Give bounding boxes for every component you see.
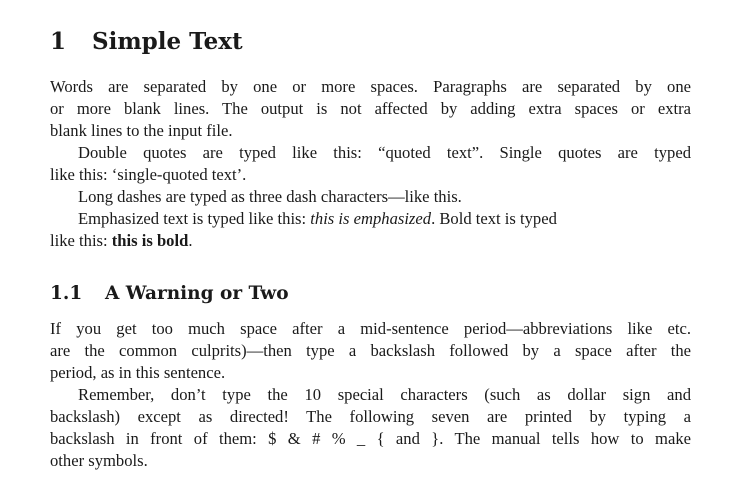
subsection-title: A Warning or Two (105, 283, 289, 304)
text-line: Long dashes are typed as three dash characters—like this. (78, 187, 462, 206)
text-line: If you get too much space after a mid-sentence period—abbreviations like etc. (50, 319, 691, 338)
text-line: period, as in this sentence. (50, 363, 226, 382)
text-line: backslash in front of them: $ & # % _ { and }. The manual tells how to make (50, 429, 691, 448)
text-line (50, 230, 691, 252)
section-number: 1 (50, 28, 67, 55)
paragraph (50, 384, 691, 472)
section-title: Simple Text (92, 28, 243, 55)
text-line: like this: ‘single-quoted text’. (50, 165, 247, 184)
text-run: like this: (50, 231, 112, 250)
subsection-heading (50, 281, 289, 307)
text-line: blank lines to the input file. (50, 121, 233, 140)
paragraph (50, 142, 691, 186)
subsection-body (50, 318, 691, 472)
text-line: backslash) except as directed! The following seven are printed by typing a (50, 407, 691, 426)
section-body (50, 76, 691, 252)
text-line: Words are separated by one or more spaces. Paragraphs are separated by one (50, 77, 691, 96)
text-run: Emphasized text is typed like this: (78, 209, 311, 228)
emphasized-text: this is emphasized (310, 209, 432, 228)
subsection-number: 1.1 (50, 283, 83, 304)
paragraph (50, 318, 691, 384)
paragraph (50, 186, 691, 208)
text-line: other symbols. (50, 451, 148, 470)
text-line: are the common culprits)—then type a backslash followed by a space after the (50, 341, 691, 360)
text-run: . (188, 231, 193, 250)
text-line: or more blank lines. The output is not affected by adding extra spaces or extra (50, 99, 691, 118)
text-line (50, 208, 691, 230)
text-run: . Bold text is typed (431, 209, 557, 228)
bold-text: this is bold (111, 231, 189, 250)
paragraph (50, 76, 691, 142)
section-heading (50, 27, 243, 57)
text-line: Remember, don’t type the 10 special characters (such as dollar sign and (78, 385, 691, 404)
text-line: Double quotes are typed like this: “quoted text”. Single quotes are typed (78, 143, 691, 162)
paragraph (50, 208, 691, 252)
